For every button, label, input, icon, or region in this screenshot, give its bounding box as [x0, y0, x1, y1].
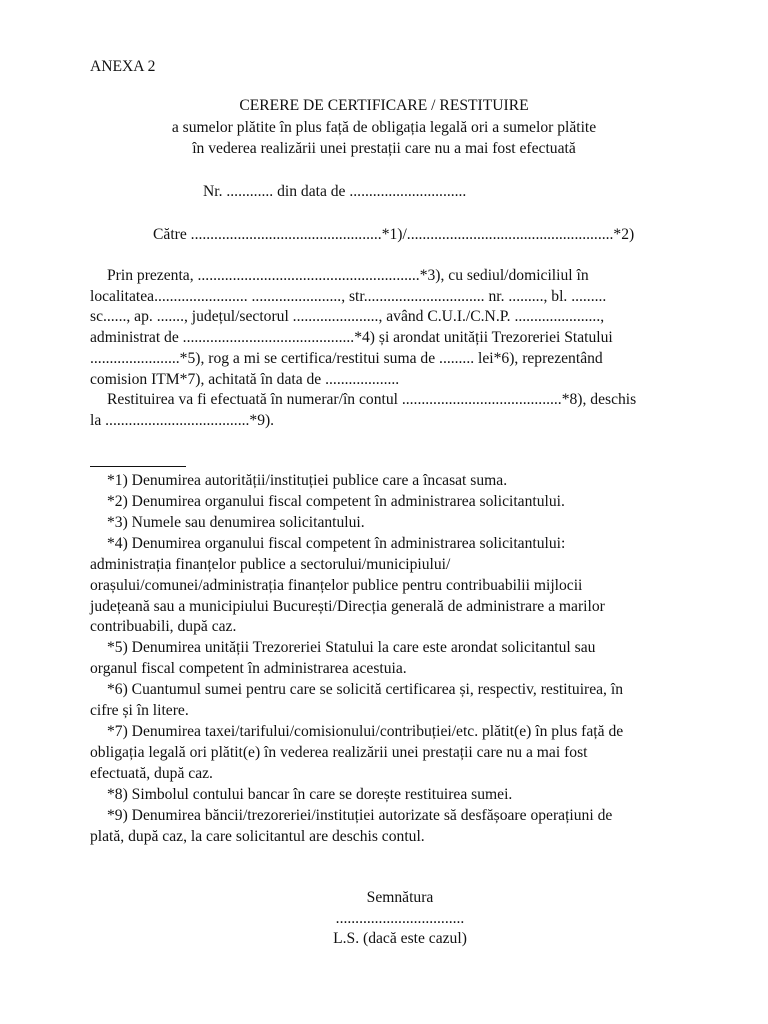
footnote-line: cifre și în litere.: [90, 702, 189, 719]
seal-note: L.S. (dacă este cazul): [333, 930, 467, 947]
body-line-6: comision ITM*7), achitată în data de ...................: [90, 371, 400, 388]
body-line-1: Prin prezenta, .........................................................*3), cu sediul/domiciliul în: [107, 267, 589, 284]
footnote-separator: [90, 466, 186, 467]
footnote-line: *2) Denumirea organului fiscal competent în administrarea solicitantului.: [107, 493, 565, 510]
document-title: CERERE DE CERTIFICARE / RESTITUIRE: [239, 97, 529, 114]
footnote-line: *3) Numele sau denumirea solicitantului.: [107, 514, 365, 531]
footnote-line: județeană sau a municipiului București/Direcția generală de administrare a marilor: [90, 598, 605, 615]
footnote-line: *4) Denumirea organului fiscal competent în administrarea solicitantului:: [107, 535, 566, 552]
footnote-line: organul fiscal competent în administrarea acestuia.: [90, 660, 407, 677]
body-line-5: .......................*5), rog a mi se certifica/restitui suma de ......... lei*6), reprezentând: [90, 350, 603, 367]
number-date-line: Nr. ............ din data de ..............................: [203, 183, 467, 200]
body-line-4: administrat de ............................................*4) și arondat unității Trezoreriei Statului: [90, 329, 613, 346]
footnote-line: contribuabili, după caz.: [90, 618, 237, 635]
signature-label: Semnătura: [366, 889, 434, 906]
footnote-line: plată, după caz, la care solicitantul are deschis contul.: [90, 828, 425, 845]
footnote-line: *5) Denumirea unității Trezoreriei Statului la care este arondat solicitantul sau: [107, 639, 596, 656]
body-line-8: la .....................................*9).: [90, 412, 275, 429]
signature-line: .................................: [335, 910, 465, 927]
body-line-2: localitatea........................ ......................., str............................... nr. ........., bl. .........: [90, 288, 607, 305]
footnote-line: efectuată, după caz.: [90, 765, 213, 782]
annex-label: ANEXA 2: [90, 58, 156, 75]
recipient-line: Către .................................................*1)/.....................................................*2): [153, 226, 635, 243]
footnote-line: *7) Denumirea taxei/tarifului/comisionului/contribuției/etc. plătit(e) în plus față de: [107, 723, 624, 740]
body-line-7: Restituirea va fi efectuată în numerar/în contul .........................................*8), deschis: [107, 391, 637, 408]
footnote-line: *8) Simbolul contului bancar în care se dorește restituirea sumei.: [107, 786, 513, 803]
footnote-line: administrația finanțelor publice a sectorului/municipiului/: [90, 556, 451, 573]
footnote-line: orașului/comunei/administrația finanțelor publice pentru contribuabilii mijlocii: [90, 577, 583, 594]
footnote-line: *6) Cuantumul sumei pentru care se solicită certificarea și, respectiv, restituirea, în: [107, 681, 623, 698]
subtitle-line-2: în vederea realizării unei prestații care nu a mai fost efectuată: [192, 140, 576, 157]
footnote-line: obligația legală ori plătit(e) în vederea realizării unei prestații care nu a mai fost: [90, 744, 588, 761]
subtitle-line-1: a sumelor plătite în plus față de obligația legală ori a sumelor plătite: [171, 119, 597, 136]
footnote-line: *1) Denumirea autorității/instituției publice care a încasat suma.: [107, 472, 508, 489]
body-line-3: sc......, ap. ......., județul/sectorul ......................, având C.U.I./C.N.P. ......................,: [90, 308, 605, 325]
footnote-line: *9) Denumirea băncii/trezoreriei/instituției autorizate să desfășoare operațiuni de: [107, 807, 613, 824]
